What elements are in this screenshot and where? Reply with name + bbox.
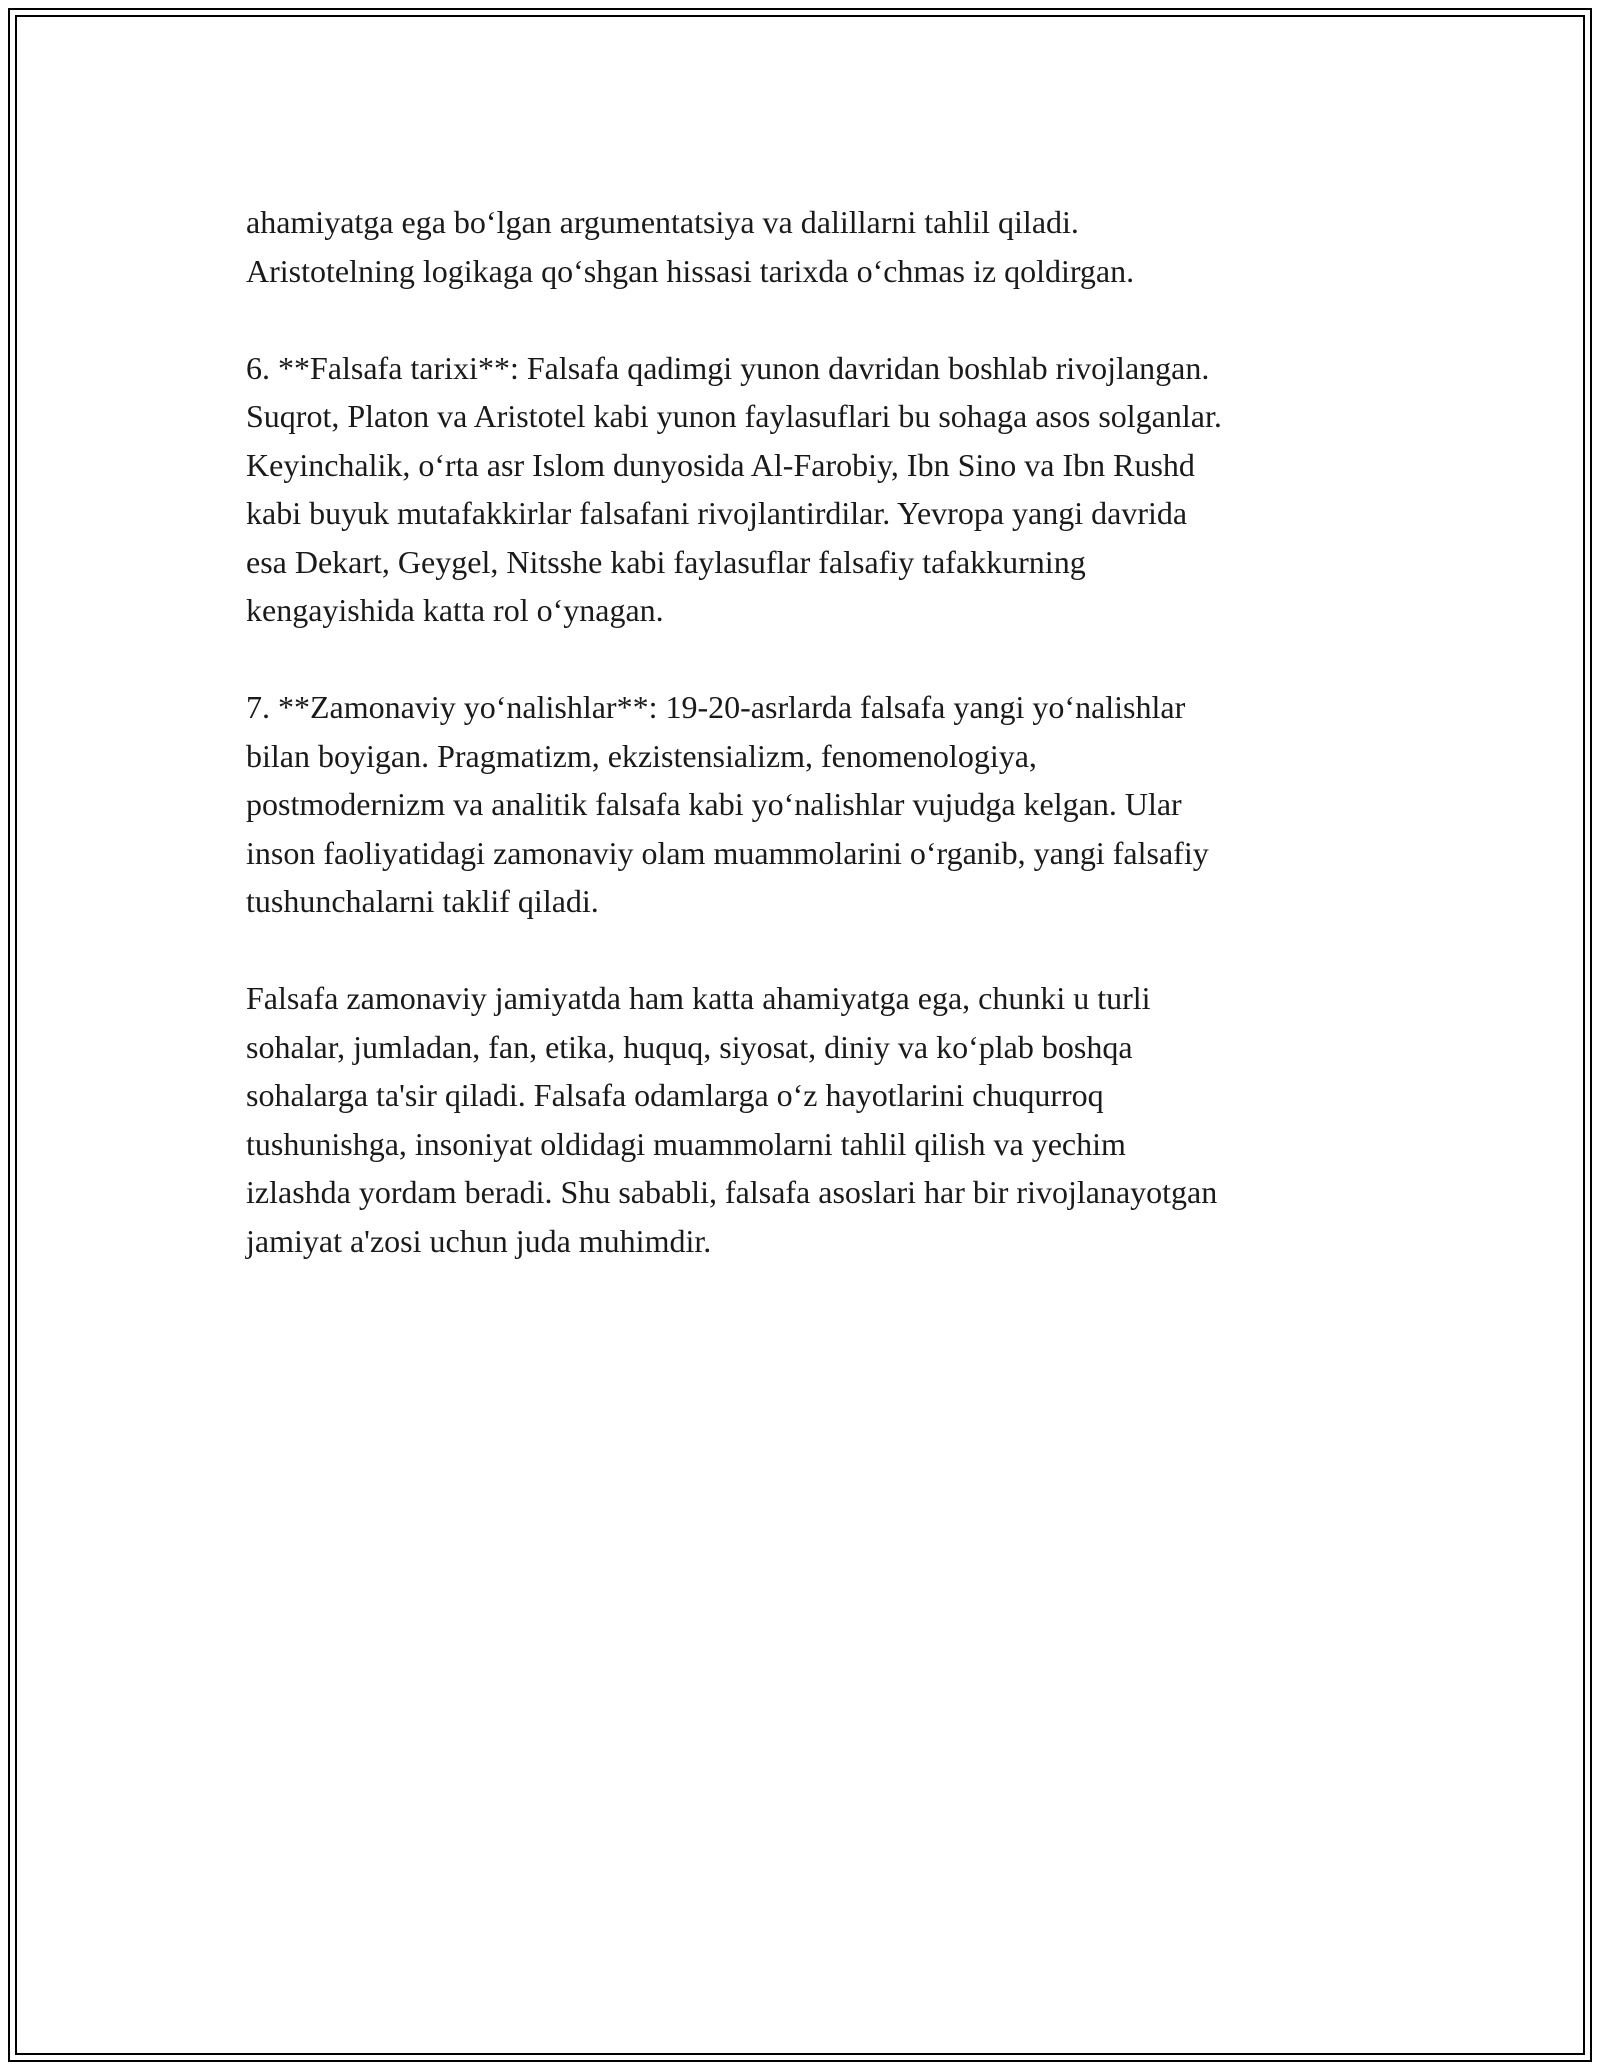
paragraph-logic-continuation: ahamiyatga ega bo‘lgan argumentatsiya va dalillarni tahlil qiladi. Aristotelning logikaga qo‘shgan hissasi tarixda o‘chmas iz qoldirgan.: [246, 204, 1135, 289]
page-content: [246, 198, 1396, 1314]
page-frame: [8, 8, 1592, 2062]
paragraph-conclusion: Falsafa zamonaviy jamiyatda ham katta ahamiyatga ega, chunki u turli sohalar, jumladan, fan, etika, huquq, siyosat, diniy va ko‘plab boshqa sohalarga ta'sir qiladi. Falsafa odamlarga o‘z hayotlarini chuqurroq tushunishga, insoniyat oldidagi muammolarni tahlil qilish va yechim izlashda yordam beradi. Shu sababli, falsafa asoslari har bir rivojlanayotgan jamiyat a'zosi uchun juda muhimdir.: [246, 980, 1218, 1259]
paragraph-history-of-philosophy: 6. **Falsafa tarixi**: Falsafa qadimgi yunon davridan boshlab rivojlangan. Suqrot, Platon va Aristotel kabi yunon faylasuflari bu sohaga asos solganlar. Keyinchalik, o‘rta asr Islom dunyosida Al-Farobiy, Ibn Sino va Ibn Rushd kabi buyuk mutafakkirlar falsafani rivojlantirdilar. Yevropa yangi davrida esa Dekart, Geygel, Nitsshe kabi faylasuflar falsafiy tafakkurning kengayishida katta rol o‘ynagan.: [246, 349, 1222, 628]
paragraph-modern-directions: 7. **Zamonaviy yo‘nalishlar**: 19-20-asrlarda falsafa yangi yo‘nalishlar bilan boyigan. Pragmatizm, ekzistensializm, fenomenologiya, postmodernizm va analitik falsafa kabi yo‘nalishlar vujudga kelgan. Ular inson faoliyatidagi zamonaviy olam muammolarini o‘rganib, yangi falsafiy tushunchalarni taklif qiladi.: [246, 689, 1209, 919]
